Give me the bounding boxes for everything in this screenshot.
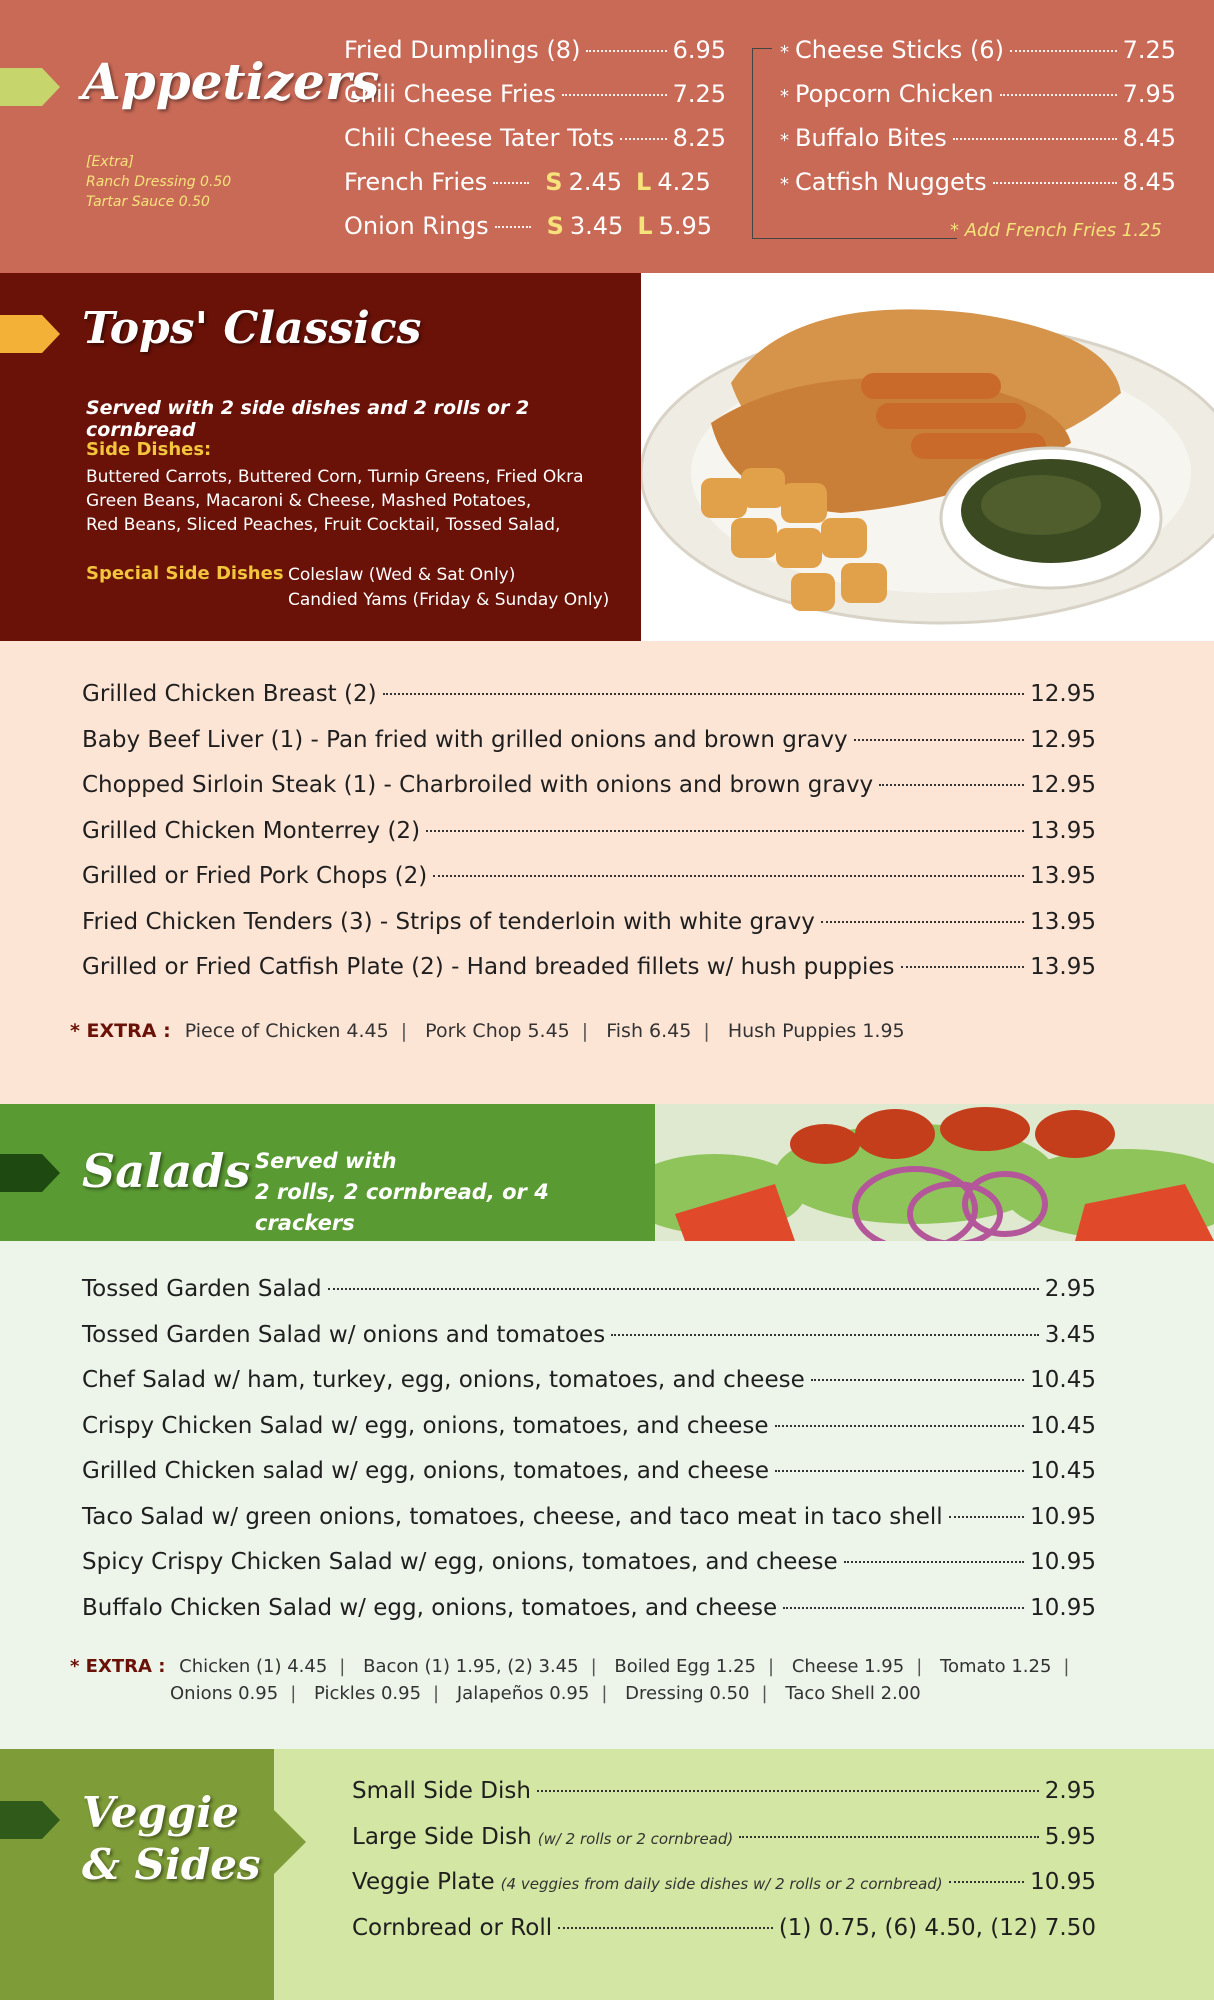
leader-dots [739, 1836, 1039, 1838]
menu-item [780, 168, 1176, 212]
item-name: Cheese Sticks (6) [795, 36, 1004, 64]
menu-item [82, 1322, 1096, 1368]
classics-list [82, 681, 1096, 1000]
menu-item [82, 1458, 1096, 1504]
item-name: Crispy Chicken Salad w/ egg, onions, tomatoes, and cheese [82, 1412, 769, 1439]
menu-item [82, 1595, 1096, 1641]
menu-item [82, 909, 1096, 955]
item-name: Baby Beef Liver (1) - Pan fried with grilled onions and brown gravy [82, 726, 848, 753]
menu-item [82, 954, 1096, 1000]
separator: | [916, 1656, 923, 1677]
served-with-text: Served with 2 side dishes and 2 rolls or 2 cornbread [86, 397, 530, 441]
leader-dots [879, 784, 1024, 786]
item-name: Onion Rings [344, 212, 489, 240]
leader-dots [775, 1425, 1025, 1427]
item-name: Chef Salad w/ ham, turkey, egg, onions, tomatoes, and cheese [82, 1367, 805, 1393]
appetizers-right-list [780, 36, 1176, 212]
subtitle-line: 2 rolls, 2 cornbread, or 4 crackers [255, 1180, 549, 1235]
separator: | [590, 1656, 597, 1677]
extra-item: Piece of Chicken 4.45 [184, 1020, 389, 1042]
title-line: Veggie [82, 1788, 239, 1837]
appetizers-section [0, 0, 1214, 273]
menu-item [352, 1778, 1096, 1824]
item-price: 10.45 [1030, 1367, 1096, 1393]
extra-item: Taco Shell 2.00 [785, 1683, 921, 1704]
item-name: Fried Chicken Tenders (3) - Strips of tenderloin with white gravy [82, 908, 815, 935]
salads-extras-line-2 [170, 1683, 921, 1704]
leader-dots [783, 1607, 1024, 1609]
leader-dots [953, 138, 1117, 140]
separator: | [703, 1020, 710, 1042]
item-name: Grilled Chicken Breast (2) [82, 681, 377, 707]
extra-label: * EXTRA : [70, 1656, 166, 1677]
side-dishes-heading: Side Dishes: [86, 439, 212, 460]
leader-dots [493, 182, 529, 184]
section-tag-icon [0, 1154, 60, 1192]
catfish-plate-photo [641, 273, 1214, 641]
star-mark: * [780, 86, 789, 107]
special-line: Coleslaw (Wed & Sat Only) [288, 565, 516, 585]
leader-dots [537, 1790, 1039, 1792]
item-price: 10.95 [1030, 1869, 1096, 1895]
leader-dots [901, 966, 1025, 968]
section-tag-icon [0, 68, 60, 106]
item-price: (1) 0.75, (6) 4.50, (12) 7.50 [778, 1914, 1096, 1941]
item-price: 8.45 [1122, 124, 1176, 152]
leader-dots [949, 1516, 1024, 1518]
item-price: 8.25 [672, 124, 726, 152]
item-note: (w/ 2 rolls or 2 cornbread) [537, 1829, 734, 1848]
tops-classics-title: Tops' Classics [82, 303, 422, 354]
item-price: 5.95 [658, 212, 713, 240]
item-name: Fried Dumplings (8) [344, 36, 581, 64]
extra-item: Hush Puppies 1.95 [727, 1020, 905, 1042]
salad-photo [655, 1104, 1214, 1241]
item-name: Buffalo Bites [795, 124, 947, 152]
salads-extras-line-1 [70, 1656, 1081, 1677]
extra-item: Boiled Egg 1.25 [614, 1656, 756, 1677]
star-mark: * [780, 42, 789, 63]
item-name: Grilled or Fried Pork Chops (2) [82, 863, 428, 889]
salads-header [0, 1104, 655, 1241]
item-price: 12.95 [1030, 726, 1096, 753]
item-price: 13.95 [1030, 954, 1096, 980]
leader-dots [844, 1561, 1024, 1563]
title-line: & Sides [82, 1840, 261, 1889]
menu-item [344, 124, 726, 168]
item-name: Grilled Chicken salad w/ egg, onions, tomatoes, and cheese [82, 1458, 770, 1484]
extra-item: Dressing 0.50 [625, 1683, 750, 1704]
item-name: Spicy Crispy Chicken Salad w/ egg, onions, tomatoes, and cheese [82, 1549, 838, 1575]
side-line: Red Beans, Sliced Peaches, Fruit Cocktail, Tossed Salad, [86, 515, 561, 535]
extra-item: Cheese 1.95 [791, 1656, 905, 1677]
special-line: Candied Yams (Friday & Sunday Only) [288, 590, 610, 610]
item-price: 2.95 [1044, 1778, 1096, 1804]
item-name: Veggie Plate [352, 1869, 495, 1895]
item-price: 6.95 [672, 36, 726, 64]
menu-item [82, 1367, 1096, 1413]
extra-item: Tomato 1.25 [940, 1656, 1052, 1677]
side-line: Green Beans, Macaroni & Cheese, Mashed Potatoes, [86, 491, 532, 511]
item-name: Popcorn Chicken [795, 80, 994, 108]
size-label: S [545, 168, 563, 196]
leader-dots [328, 1288, 1039, 1290]
leader-dots [1000, 94, 1117, 96]
menu-item [352, 1824, 1096, 1870]
salads-list [82, 1276, 1096, 1640]
menu-item [82, 818, 1096, 864]
appetizers-extra [86, 152, 231, 212]
item-name: Chopped Sirloin Steak (1) - Charbroiled with onions and brown gravy [82, 772, 874, 798]
leader-dots [1010, 50, 1117, 52]
leader-dots [562, 94, 667, 96]
item-price: 10.95 [1030, 1503, 1096, 1530]
menu-item [82, 772, 1096, 818]
menu-item [82, 681, 1096, 727]
menu-item [780, 36, 1176, 80]
menu-item [82, 1549, 1096, 1595]
size-label: L [636, 168, 652, 196]
extra-line: [Extra] [86, 154, 134, 170]
separator: | [768, 1656, 775, 1677]
item-price: 4.25 [657, 168, 711, 196]
separator: | [290, 1683, 297, 1704]
item-name: Taco Salad w/ green onions, tomatoes, cheese, and taco meat in taco shell [82, 1503, 943, 1530]
section-tag-icon [0, 315, 60, 353]
bracket-line [752, 48, 773, 238]
leader-dots [821, 921, 1024, 923]
size-label: S [546, 212, 564, 240]
tops-classics-header [0, 273, 641, 641]
extra-item: Pickles 0.95 [314, 1683, 422, 1704]
separator: | [761, 1683, 768, 1704]
extra-item: Pork Chop 5.45 [425, 1020, 570, 1042]
separator: | [400, 1020, 408, 1042]
menu-item [82, 1504, 1096, 1550]
classics-extras [70, 1020, 905, 1042]
leader-dots [949, 1881, 1024, 1883]
item-name: Chili Cheese Tater Tots [344, 124, 615, 152]
item-price: 10.45 [1030, 1412, 1096, 1439]
salad-illustration [655, 1104, 1214, 1241]
side-line: Buttered Carrots, Buttered Corn, Turnip Greens, Fried Okra [86, 467, 584, 487]
item-name: Chili Cheese Fries [344, 80, 556, 108]
section-tag-icon [0, 1801, 60, 1839]
item-name: Tossed Garden Salad w/ onions and tomatoes [82, 1321, 606, 1348]
special-sides-heading: Special Side Dishes [86, 563, 284, 584]
menu-item [780, 80, 1176, 124]
leader-dots [426, 830, 1024, 832]
item-name: Tossed Garden Salad [82, 1276, 322, 1302]
menu-item [82, 727, 1096, 773]
item-price: 10.45 [1030, 1458, 1096, 1484]
extra-item: Bacon (1) 1.95, (2) 3.45 [363, 1656, 579, 1677]
extra-item: Onions 0.95 [170, 1683, 279, 1704]
leader-dots [620, 138, 666, 140]
menu-item [82, 863, 1096, 909]
item-price: 13.95 [1030, 908, 1096, 935]
star-mark: * [780, 174, 789, 195]
item-name: Buffalo Chicken Salad w/ egg, onions, tomatoes, and cheese [82, 1594, 778, 1621]
item-price: 12.95 [1030, 681, 1096, 707]
extra-item: Jalapeños 0.95 [456, 1683, 590, 1704]
leader-dots [383, 693, 1025, 695]
add-fries-note: * Add French Fries 1.25 [950, 220, 1162, 241]
veggie-title [82, 1787, 261, 1891]
item-name: French Fries [344, 168, 488, 196]
separator: | [581, 1020, 589, 1042]
leader-dots [775, 1470, 1024, 1472]
appetizers-left-list [344, 36, 726, 256]
item-name: Grilled Chicken Monterrey (2) [82, 817, 421, 844]
item-price: 2.95 [1044, 1276, 1096, 1302]
veggie-list [352, 1778, 1096, 1960]
item-note: (4 veggies from daily side dishes w/ 2 rolls or 2 cornbread) [500, 1875, 943, 1893]
item-price: 10.95 [1030, 1549, 1096, 1575]
item-price: 3.45 [1044, 1321, 1096, 1348]
subtitle-line: Served with [255, 1149, 397, 1173]
leader-dots [811, 1379, 1024, 1381]
item-price: 10.95 [1030, 1594, 1096, 1621]
extra-item: Fish 6.45 [606, 1020, 692, 1042]
leader-dots [433, 875, 1024, 877]
menu-item [344, 80, 726, 124]
veggie-header [0, 1749, 274, 2000]
item-price: 12.95 [1030, 772, 1096, 798]
leader-dots [558, 1927, 773, 1929]
item-price: 7.25 [672, 80, 726, 108]
menu-item [344, 212, 726, 256]
item-price: 13.95 [1030, 817, 1096, 844]
extra-label: * EXTRA : [70, 1020, 171, 1042]
leader-dots [586, 50, 666, 52]
separator: | [339, 1656, 346, 1677]
salads-title: Salads [82, 1144, 251, 1198]
separator: | [1063, 1656, 1070, 1677]
catfish-plate-illustration [641, 273, 1214, 641]
menu-item [344, 36, 726, 80]
leader-dots [611, 1334, 1039, 1336]
separator: | [601, 1683, 608, 1704]
leader-dots [993, 182, 1117, 184]
appetizers-title: Appetizers [82, 52, 380, 111]
item-name: Catfish Nuggets [795, 168, 987, 196]
extra-line: Tartar Sauce 0.50 [86, 194, 210, 210]
menu-item [780, 124, 1176, 168]
item-price: 2.45 [568, 168, 623, 196]
extra-item: Chicken (1) 4.45 [179, 1656, 328, 1677]
item-name: Small Side Dish [352, 1778, 531, 1804]
salads-subtitle [255, 1146, 655, 1239]
bracket-line [752, 238, 957, 239]
item-price: 8.45 [1122, 168, 1176, 196]
item-price: 5.95 [1044, 1823, 1096, 1850]
special-sides-list [288, 563, 609, 613]
item-price: 7.95 [1122, 80, 1176, 108]
menu-item [352, 1915, 1096, 1961]
item-name: Grilled or Fried Catfish Plate (2) - Hand breaded fillets w/ hush puppies [82, 954, 895, 980]
side-dishes-list [86, 465, 626, 537]
item-name: Large Side Dish [352, 1823, 532, 1850]
menu-item [82, 1276, 1096, 1322]
menu-item [352, 1869, 1096, 1915]
menu-item [344, 168, 726, 212]
extra-line: Ranch Dressing 0.50 [86, 174, 232, 190]
menu-item [82, 1413, 1096, 1459]
separator: | [433, 1683, 440, 1704]
item-name: Cornbread or Roll [352, 1914, 553, 1941]
item-price: 13.95 [1030, 863, 1096, 889]
size-label: L [637, 212, 653, 240]
item-price: 3.45 [569, 212, 624, 240]
leader-dots [854, 739, 1025, 741]
star-mark: * [780, 130, 789, 151]
leader-dots [495, 226, 531, 228]
item-price: 7.25 [1122, 36, 1176, 64]
